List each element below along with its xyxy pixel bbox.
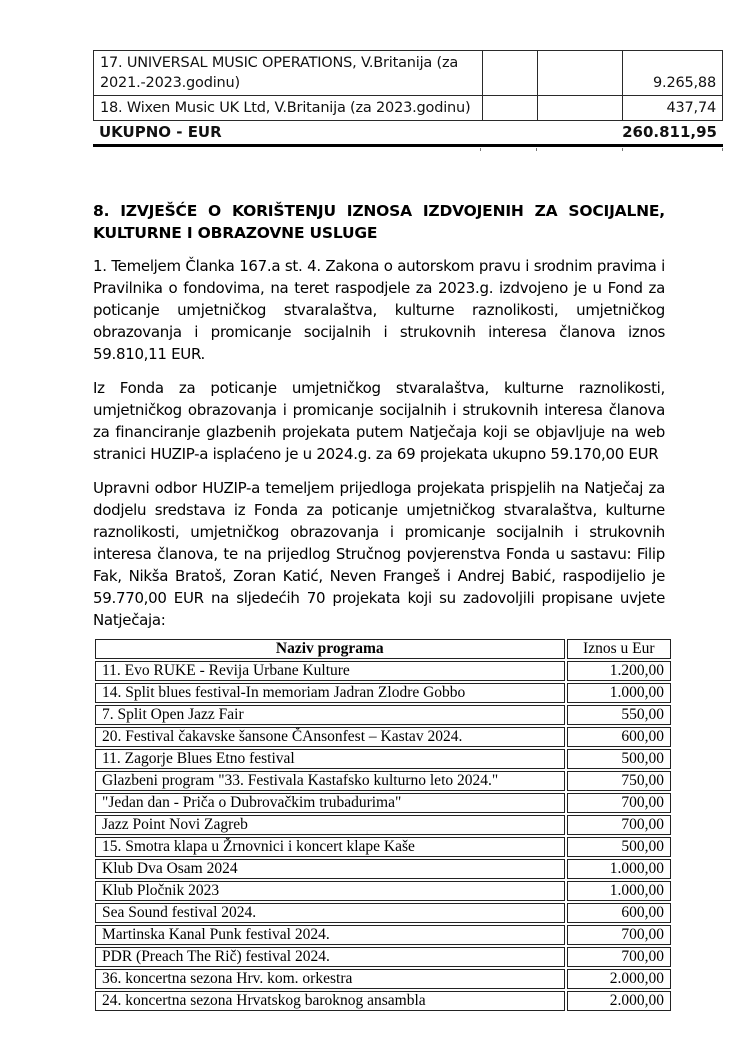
program-row bbox=[95, 947, 671, 967]
program-amount-cell: 1.000,00 bbox=[567, 881, 671, 901]
program-row bbox=[95, 749, 671, 769]
program-amount-cell: 1.000,00 bbox=[567, 683, 671, 703]
program-name-cell: 14. Split blues festival-In memoriam Jadran Zlodre Gobbo bbox=[95, 683, 565, 703]
program-name-cell: Klub Pločnik 2023 bbox=[95, 881, 565, 901]
program-row bbox=[95, 837, 671, 857]
program-name-cell: Klub Dva Osam 2024 bbox=[95, 859, 565, 879]
program-amount-cell: 550,00 bbox=[567, 705, 671, 725]
creditor-row bbox=[94, 51, 723, 96]
program-row bbox=[95, 859, 671, 879]
paragraph-2: Iz Fonda za poticanje umjetničkog stvaralaštva, kulturne raznolikosti, umjetničkog obrazovanja i promicanje socijalnih i strukovnih interesa članova za financiranje glazbenih projekata putem Natječaja koji se objavljuje na web stranici HUZIP-a isplaćeno je u 2024.g. za 69 projekata ukupno 59.170,00 EUR bbox=[93, 379, 665, 463]
creditor-amount-cell: 437,74 bbox=[622, 96, 722, 121]
table-clipped-border bbox=[93, 147, 723, 150]
program-name-cell: Martinska Kanal Punk festival 2024. bbox=[95, 925, 565, 945]
program-amount-cell: 750,00 bbox=[567, 771, 671, 791]
program-row bbox=[95, 925, 671, 945]
paragraph-3: Upravni odbor HUZIP-a temeljem prijedloga projekata prispjelih na Natječaj za dodjelu sredstava iz Fonda za poticanje umjetničkog stvaralaštva, kulturne raznolikosti, umjetničkog obrazovanja i promicanje socijalnih i strukovnih interesa članova, te na prijedlog Stručnog povjerenstva Fonda u sastavu: Filip Fak, Nikša Bratoš, Zoran Katić, Neven Frangeš i Andrej Babić, raspodijelio je 59.770,00 EUR na sljedećih 70 projekata koji su zadovoljili propisane uvjete Natječaja: bbox=[93, 479, 665, 629]
page-content bbox=[93, 50, 723, 1013]
program-amount-header: Iznos u Eur bbox=[567, 639, 671, 659]
empty-cell bbox=[537, 51, 622, 96]
program-row bbox=[95, 793, 671, 813]
program-amount-cell: 700,00 bbox=[567, 793, 671, 813]
creditor-name-cell: 18. Wixen Music UK Ltd, V.Britanija (za 2023.godinu) bbox=[94, 96, 483, 121]
total-amount: 260.811,95 bbox=[622, 123, 717, 141]
program-row bbox=[95, 815, 671, 835]
program-name-cell: Jazz Point Novi Zagreb bbox=[95, 815, 565, 835]
program-amount-cell: 1.200,00 bbox=[567, 661, 671, 681]
empty-cell bbox=[483, 96, 538, 121]
program-row bbox=[95, 683, 671, 703]
program-row bbox=[95, 727, 671, 747]
program-name-cell: 24. koncertna sezona Hrvatskog baroknog ansambla bbox=[95, 991, 565, 1011]
program-name-cell: 15. Smotra klapa u Žrnovnici i koncert klape Kaše bbox=[95, 837, 565, 857]
program-amount-cell: 2.000,00 bbox=[567, 991, 671, 1011]
program-amount-cell: 600,00 bbox=[567, 727, 671, 747]
program-row bbox=[95, 991, 671, 1011]
program-amount-cell: 700,00 bbox=[567, 947, 671, 967]
program-name-header: Naziv programa bbox=[95, 639, 565, 659]
program-row bbox=[95, 661, 671, 681]
section-heading: 8. IZVJEŠĆE O KORIŠTENJU IZNOSA IZDVOJENIH ZA SOCIJALNE, KULTURNE I OBRAZOVNE USLUGE bbox=[93, 202, 665, 242]
creditor-table bbox=[93, 50, 723, 121]
program-name-cell: 36. koncertna sezona Hrv. kom. orkestra bbox=[95, 969, 565, 989]
program-name-cell: "Jedan dan - Priča o Dubrovačkim trubadurima" bbox=[95, 793, 565, 813]
program-amount-cell: 500,00 bbox=[567, 837, 671, 857]
program-amount-cell: 2.000,00 bbox=[567, 969, 671, 989]
program-row bbox=[95, 705, 671, 725]
program-name-cell: 7. Split Open Jazz Fair bbox=[95, 705, 565, 725]
total-label: UKUPNO - EUR bbox=[99, 123, 222, 141]
program-amount-cell: 500,00 bbox=[567, 749, 671, 769]
program-name-cell: Glazbeni program "33. Festivala Kastafsko kulturno leto 2024." bbox=[95, 771, 565, 791]
empty-cell bbox=[537, 96, 622, 121]
program-row bbox=[95, 771, 671, 791]
creditor-name-cell: 17. UNIVERSAL MUSIC OPERATIONS, V.Britanija (za 2021.-2023.godinu) bbox=[94, 51, 483, 96]
programs-table bbox=[93, 637, 673, 1013]
creditor-row bbox=[94, 96, 723, 121]
program-row bbox=[95, 969, 671, 989]
creditor-amount-cell: 9.265,88 bbox=[622, 51, 722, 96]
program-name-cell: Sea Sound festival 2024. bbox=[95, 903, 565, 923]
empty-cell bbox=[483, 51, 538, 96]
program-amount-cell: 700,00 bbox=[567, 925, 671, 945]
program-name-cell: 11. Zagorje Blues Etno festival bbox=[95, 749, 565, 769]
program-row bbox=[95, 881, 671, 901]
program-amount-cell: 600,00 bbox=[567, 903, 671, 923]
program-name-cell: 11. Evo RUKE - Revija Urbane Kulture bbox=[95, 661, 565, 681]
programs-header-row bbox=[95, 639, 671, 659]
program-name-cell: PDR (Preach The Rič) festival 2024. bbox=[95, 947, 565, 967]
total-row bbox=[93, 121, 723, 147]
program-amount-cell: 700,00 bbox=[567, 815, 671, 835]
program-row bbox=[95, 903, 671, 923]
program-amount-cell: 1.000,00 bbox=[567, 859, 671, 879]
paragraph-1: 1. Temeljem Članka 167.a st. 4. Zakona o autorskom pravu i srodnim pravima i Pravilnika o fondovima, na teret raspodjele za 2023.g. izdvojeno je u Fond za poticanje umjetničkog stvaralaštva, kulturne raznolikosti, umjetničkog obrazovanja i promicanje socijalnih i strukovnih interesa članova iznos 59.810,11 EUR. bbox=[93, 257, 665, 363]
program-name-cell: 20. Festival čakavske šansone ČAnsonfest – Kastav 2024. bbox=[95, 727, 565, 747]
